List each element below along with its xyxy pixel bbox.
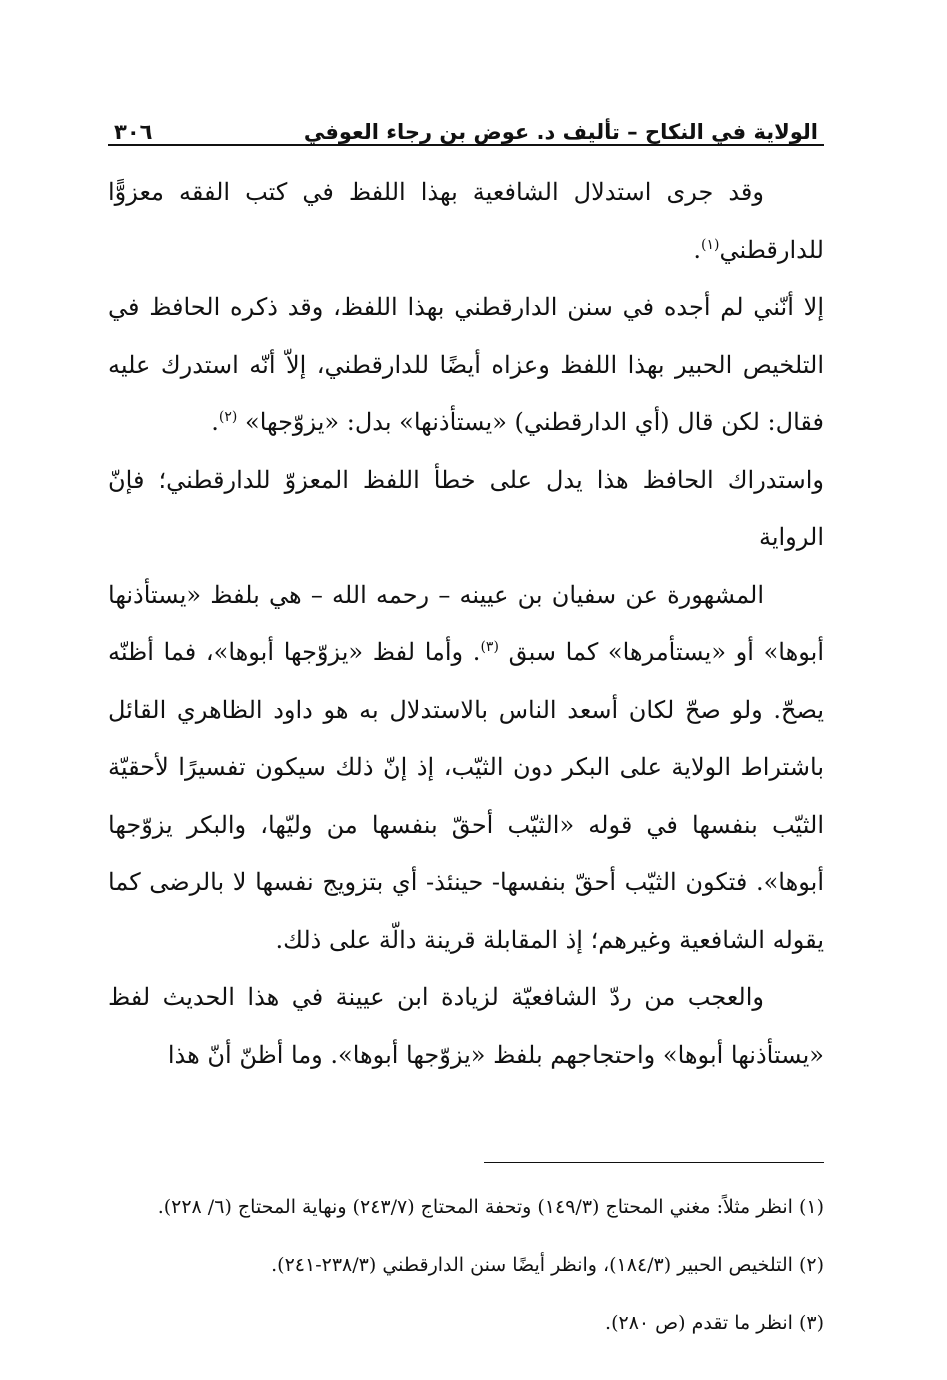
footnote-separator [484,1162,824,1163]
paragraph-2-end: . [211,408,219,436]
running-header [108,104,824,146]
paragraph-2-text: إلا أنّني لم أجده في سنن الدارقطني بهذا اللفظ، وقد ذكره الحافظ في التلخيص الحبير بهذا اللفظ وعزاه أيضًا للدارقطني، إلاّ أنّه استدرك عليه فقال: لكن قال (أي الدارقطني) «يستأذنها» بدل: «يزوّجها» [108,293,824,436]
footnote-3: (٣) انظر ما تقدم (ص ٢٨٠). [605,1312,824,1334]
paragraph-4-text-a: المشهورة عن سفيان بن عيينه – رحمه الله – هي بلفظ «يستأذنها أبوها» أو «يستأمرها» كما سبق [108,580,825,666]
paragraph-1 [108,164,824,279]
header-title: الولاية في النكاح – تأليف د. عوض بن رجاء العوفي [303,120,818,144]
paragraph-4 [108,567,824,970]
footnotes [108,1187,824,1343]
paragraph-2 [108,279,824,452]
paragraph-5: والعجب من ردّ الشافعيّة لزيادة ابن عيينة في هذا الحديث لفظ «يستأذنها أبوها» واحتجاجهم بلفظ «يزوّجها أبوها». وما أظنّ أنّ هذا [108,983,824,1069]
paragraph-4-text-b: . وأما لفظ «يزوّجها أبوها»، فما أظنّه يصحّ. ولو صحّ لكان أسعد الناس بالاستدلال به هو داود الظاهري القائل باشتراط الولاية على البكر دون الثيّب، إذ إنّ ذلك سيكون تفسيرًا لأحقيّة الثيّب بنفسها في قوله «الثيّب أحقّ بنفسها من وليّها، والبكر يزوّجها أبوها». فتكون الثيّب أحقّ بنفسها- حينئذ- أي بتزويج نفسها لا بالرضى كما يقوله الشافعية وغيرهم؛ إذ المقابلة قرينة دالّة على ذلك. [108,638,824,954]
footnote-ref-2: (٢) [218,409,238,425]
footnote-ref-1: (١) [701,236,720,253]
footnote-1: (١) انظر مثلاً: مغني المحتاج (١٤٩/٣) وتحفة المحتاج (٢٤٣/٧) ونهاية المحتاج (٦/ ٢٢٨). [157,1196,824,1218]
paragraph-1-text: وقد جرى استدلال الشافعية بهذا اللفظ في كتب الفقه معزوًّا للدارقطني [108,178,824,264]
footnote-2: (٢) التلخيص الحبير (١٨٤/٣)، وانظر أيضًا سنن الدارقطني (٢٣٨/٣-٢٤١). [271,1254,824,1276]
footnote-ref-3: (٣) [480,639,499,655]
paragraph-1-end: . [693,235,701,264]
paragraph-3: واستدراك الحافظ هذا يدل على خطأ اللفظ المعزوّ للدارقطني؛ فإنّ الرواية [108,465,824,551]
main-text [108,164,824,1084]
book-page [108,104,824,1361]
footnote-separator-wrap [108,1122,824,1163]
page-number: ٣٠٦ [114,120,153,144]
